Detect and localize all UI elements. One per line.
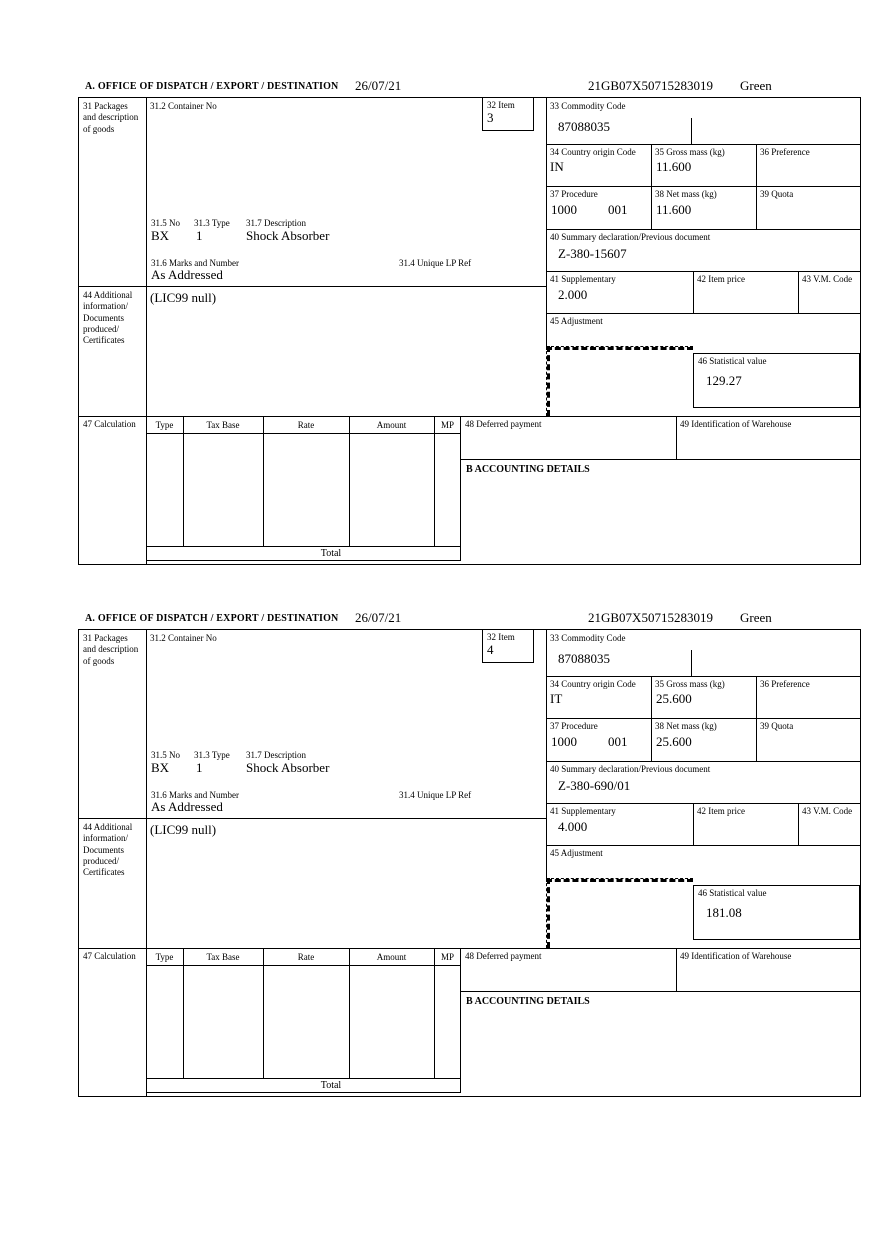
box41-supplementary-label: 41 Supplementary <box>550 806 616 816</box>
box43-vm-code-label: 43 V.M. Code <box>802 806 853 816</box>
grid-line <box>676 416 677 459</box>
col-type-header: Type <box>155 952 174 962</box>
declaration-date: 26/07/21 <box>355 78 402 93</box>
box36-preference-label: 36 Preference <box>760 679 810 689</box>
box40-previous-doc-label: 40 Summary declaration/Previous document <box>550 232 711 242</box>
package-kind: BX <box>151 228 170 243</box>
grid-line <box>434 416 435 546</box>
grid-line <box>546 676 860 677</box>
grid-line <box>79 286 546 287</box>
box31-4-lp-ref-label: 31.4 Unique LP Ref <box>399 790 472 800</box>
calculation-table <box>146 948 461 1093</box>
grid-line <box>693 803 694 845</box>
box44-additional-info-label: 44 Additional information/ Documents produced/ Certificates <box>83 822 133 877</box>
grid-line <box>798 271 799 313</box>
additional-information: (LIC99 null) <box>150 822 217 837</box>
box38-net-mass-label: 38 Net mass (kg) <box>655 189 717 199</box>
grid-line <box>146 965 461 966</box>
grid-line <box>461 459 860 460</box>
commodity-code-divider <box>691 650 692 676</box>
gross-mass-value: 25.600 <box>656 691 692 706</box>
grid-line <box>263 948 264 1078</box>
grid-line <box>756 144 757 229</box>
grid-line <box>756 676 757 761</box>
grid-line <box>546 718 860 719</box>
box46-label: 46 Statistical value <box>698 356 767 366</box>
box43-vm-code-label: 43 V.M. Code <box>802 274 853 284</box>
grid-line <box>146 546 461 547</box>
grid-line <box>546 878 550 948</box>
box39-quota-label: 39 Quota <box>760 721 794 731</box>
grid-line <box>546 229 860 230</box>
box41-supplementary-label: 41 Supplementary <box>550 274 616 284</box>
statistical-value: 181.08 <box>706 905 742 921</box>
box47-calculation-label: 47 Calculation <box>83 951 136 961</box>
grid-line <box>546 346 550 416</box>
box31-2-container-label: 31.2 Container No <box>150 633 217 643</box>
box31-4-lp-ref-label: 31.4 Unique LP Ref <box>399 258 472 268</box>
item-number: 4 <box>487 642 494 658</box>
routing-status: Green <box>740 78 772 93</box>
box38-net-mass-label: 38 Net mass (kg) <box>655 721 717 731</box>
box32-item <box>482 98 534 131</box>
box46-statistical-value <box>693 885 860 940</box>
grid-line <box>183 416 184 546</box>
grid-line <box>651 144 652 229</box>
grid-line <box>546 186 860 187</box>
box49-warehouse-label: 49 Identification of Warehouse <box>680 419 792 429</box>
box40-previous-doc-label: 40 Summary declaration/Previous document <box>550 764 711 774</box>
grid-line <box>546 144 860 145</box>
commodity-code: 87088035 <box>558 651 610 666</box>
grid-line <box>349 416 350 546</box>
procedure-code-2: 001 <box>608 734 628 749</box>
grid-line <box>798 803 799 845</box>
grid-line <box>183 948 184 1078</box>
statistical-value: 129.27 <box>706 373 742 389</box>
sad-form-grid <box>78 97 861 565</box>
box42-item-price-label: 42 Item price <box>697 806 745 816</box>
grid-line <box>546 346 693 350</box>
box37-procedure-label: 37 Procedure <box>550 721 598 731</box>
grid-line <box>546 845 860 846</box>
col-rate-header: Rate <box>297 952 315 962</box>
box33-commodity-label: 33 Commodity Code <box>550 633 626 643</box>
box31-6-marks-label: 31.6 Marks and Number <box>151 790 239 800</box>
grid-line <box>651 676 652 761</box>
box35-gross-mass-label: 35 Gross mass (kg) <box>655 147 725 157</box>
net-mass-value: 25.600 <box>656 734 692 749</box>
additional-information: (LIC99 null) <box>150 290 217 305</box>
office-of-dispatch-label: A. OFFICE OF DISPATCH / EXPORT / DESTINATION <box>85 81 339 92</box>
box46-label: 46 Statistical value <box>698 888 767 898</box>
grid-line <box>546 803 860 804</box>
grid-line <box>263 416 264 546</box>
declaration-date: 26/07/21 <box>355 610 402 625</box>
grid-line <box>546 630 547 878</box>
accounting-details-label: B ACCOUNTING DETAILS <box>466 996 590 1007</box>
grid-line <box>461 991 860 992</box>
package-count: 1 <box>196 760 203 775</box>
goods-description: Shock Absorber <box>246 228 330 243</box>
grid-line <box>546 98 547 346</box>
gross-mass-value: 11.600 <box>656 159 692 174</box>
supplementary-units: 4.000 <box>558 819 588 834</box>
box35-gross-mass-label: 35 Gross mass (kg) <box>655 679 725 689</box>
box42-item-price-label: 42 Item price <box>697 274 745 284</box>
box45-adjustment-label: 45 Adjustment <box>550 316 603 326</box>
box31-packages-label: 31 Packages and description of goods <box>83 633 139 666</box>
previous-document: Z-380-690/01 <box>558 778 631 793</box>
box31-7-description-label: 31.7 Description <box>246 750 306 760</box>
box31-3-type-label: 31.3 Type <box>194 750 230 760</box>
item-number: 3 <box>487 110 494 126</box>
previous-document: Z-380-15607 <box>558 246 627 261</box>
net-mass-value: 11.600 <box>656 202 692 217</box>
box31-2-container-label: 31.2 Container No <box>150 101 217 111</box>
routing-status: Green <box>740 610 772 625</box>
sad-form-grid <box>78 629 861 1097</box>
box34-origin-label: 34 Country origin Code <box>550 679 636 689</box>
mrn-reference: 21GB07X50715283019 <box>588 78 713 93</box>
marks-and-numbers: As Addressed <box>151 267 223 282</box>
box33-commodity-label: 33 Commodity Code <box>550 101 626 111</box>
commodity-code: 87088035 <box>558 119 610 134</box>
box37-procedure-label: 37 Procedure <box>550 189 598 199</box>
marks-and-numbers: As Addressed <box>151 799 223 814</box>
grid-line <box>546 878 693 882</box>
grid-line <box>546 761 860 762</box>
box34-origin-label: 34 Country origin Code <box>550 147 636 157</box>
procedure-code: 1000 <box>551 202 577 217</box>
grid-line <box>146 1078 461 1079</box>
col-amount-header: Amount <box>376 420 407 430</box>
total-label: Total <box>320 548 342 559</box>
box46-statistical-value <box>693 353 860 408</box>
col-mp-header: MP <box>440 952 454 962</box>
box31-packages-label: 31 Packages and description of goods <box>83 101 139 134</box>
procedure-code-2: 001 <box>608 202 628 217</box>
box48-deferred-label: 48 Deferred payment <box>465 419 542 429</box>
grid-line <box>693 271 694 313</box>
accounting-details-label: B ACCOUNTING DETAILS <box>466 464 590 475</box>
box31-5-no-label: 31.5 No <box>151 750 180 760</box>
country-origin-code: IT <box>550 691 563 706</box>
col-mp-header: MP <box>440 420 454 430</box>
package-kind: BX <box>151 760 170 775</box>
col-tax-base-header: Tax Base <box>206 952 240 962</box>
calculation-table <box>146 416 461 561</box>
col-tax-base-header: Tax Base <box>206 420 240 430</box>
procedure-code: 1000 <box>551 734 577 749</box>
box31-6-marks-label: 31.6 Marks and Number <box>151 258 239 268</box>
grid-line <box>676 948 677 991</box>
grid-line <box>434 948 435 1078</box>
grid-line <box>146 433 461 434</box>
box45-adjustment-label: 45 Adjustment <box>550 848 603 858</box>
total-label: Total <box>320 1080 342 1091</box>
box36-preference-label: 36 Preference <box>760 147 810 157</box>
package-count: 1 <box>196 228 203 243</box>
office-of-dispatch-label: A. OFFICE OF DISPATCH / EXPORT / DESTINATION <box>85 613 339 624</box>
box47-calculation-label: 47 Calculation <box>83 419 136 429</box>
box32-item-label: 32 Item <box>487 632 515 642</box>
box31-5-no-label: 31.5 No <box>151 218 180 228</box>
box48-deferred-label: 48 Deferred payment <box>465 951 542 961</box>
box32-item <box>482 630 534 663</box>
goods-description: Shock Absorber <box>246 760 330 775</box>
mrn-reference: 21GB07X50715283019 <box>588 610 713 625</box>
box44-additional-info-label: 44 Additional information/ Documents produced/ Certificates <box>83 290 133 345</box>
commodity-code-divider <box>691 118 692 144</box>
grid-line <box>546 271 860 272</box>
declaration-item-section <box>0 608 882 1103</box>
supplementary-units: 2.000 <box>558 287 588 302</box>
box49-warehouse-label: 49 Identification of Warehouse <box>680 951 792 961</box>
grid-line <box>349 948 350 1078</box>
col-amount-header: Amount <box>376 952 407 962</box>
box31-3-type-label: 31.3 Type <box>194 218 230 228</box>
box31-7-description-label: 31.7 Description <box>246 218 306 228</box>
country-origin-code: IN <box>550 159 564 174</box>
col-rate-header: Rate <box>297 420 315 430</box>
grid-line <box>546 313 860 314</box>
grid-line <box>79 818 546 819</box>
col-type-header: Type <box>155 420 174 430</box>
box39-quota-label: 39 Quota <box>760 189 794 199</box>
box32-item-label: 32 Item <box>487 100 515 110</box>
declaration-item-section <box>0 76 882 571</box>
